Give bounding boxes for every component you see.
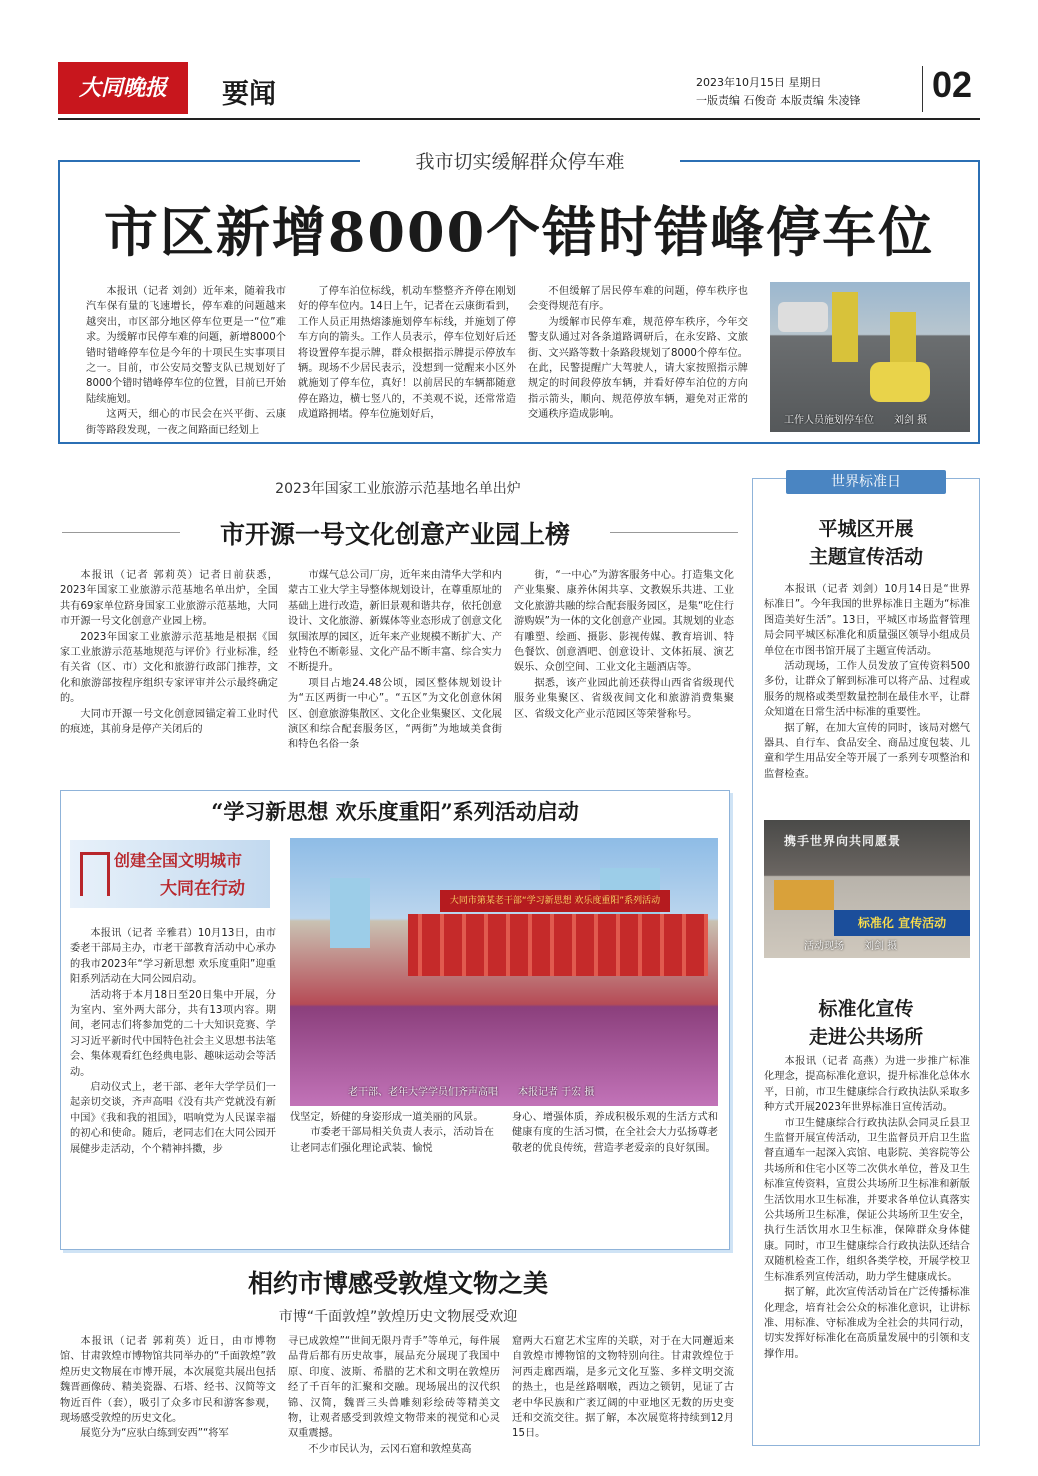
header-rule	[58, 118, 980, 120]
article3-col2: 伐坚定，娇健的身姿形成一道美丽的风景。 市委老干部局相关负责人表示，活动旨在让老同志们强化理论武装、愉悦	[290, 1112, 494, 1154]
article2-kicker: 2023年国家工业旅游示范基地名单出炉	[275, 481, 521, 497]
gate-icon	[80, 852, 110, 896]
article1-col1: 本报讯（记者 刘剑）近年来，随着我市汽车保有量的飞速增长，停车难的问题越来越突出，市区部分地区停车位更是一“位”难求。为缓解市民停车难的问题，新增8000个错时错峰停车位是今年的十项民生实事项目之一。目前，市公安局交警支队已规划好了8000个错时错峰停车位的位置，目前已开始陆续施划。 这两天，细心的市民会在兴平街、云康街等路段发现，一夜之间路面已经划上	[86, 286, 286, 436]
sidebar-a2-body: 本报讯（记者 高燕）为进一步推广标准化理念，提高标准化意识，提升标准化总体水平，日前，市卫生健康综合行政执法队采取多种方式开展2023年世界标准日宣传活动。 市卫生健康综合行政执法队会同灵丘县卫生监督开展宣传活动，卫生监督员开启卫生监督直通车一起深入宾馆、电影院、美容院等公共场所和住宅小区等二次供水单位，普及卫生标准宣传资料，宣贯公共场所卫生标准和新版生活饮用水卫生标准，并要求各单位认真落实公共场所卫生标准，保证公共场所卫生安全，执行生活饮用水卫生标准，保障群众身体健康。同时，市卫生健康综合行政执法队还结合双随机检查工作，组织各类学校，开展学校卫生标准系列宣传活动，助力学生健康成长。 据了解，此次宣传活动旨在广泛传播标准化理念，培育社会公众的标准化意识，让讲标准、用标准、守标准成为全社会的共同行动，切实发挥好标准化在高质量发展中的引领和支撑作用。	[764, 1056, 970, 1360]
sidebar-a2-title-1: 标准化宣传	[818, 998, 914, 1020]
article1-headline: 市区新增8000个错时错峰停车位	[103, 200, 935, 264]
sidebar-a1-body: 本报讯（记者 刘剑）10月14日是“世界标准日”。今年我国的世界标准日主题为“标准图造美好生活”。13日，平城区市场监督管理局会同平城区标准化和质量强区领导小组成员单位在市图书馆开展了主题宣传活动。 活动现场，工作人员发放了宣传资料500多份，让群众了解到标准可以将产品、过程或服务的规格或类型数量控制在最佳水平，让群众知道在日常生活中标准的重要性。 据了解，在加大宣传的同时，该局对燃气器具、自行车、食品安全、商品过度包装、儿童和学生用品安全等开展了一系列专项整治和监督检查。	[764, 584, 970, 780]
article3-col1: 本报讯（记者 辛雅君）10月13日，由市委老干部局主办，市老干部教育活动中心承办的我市2023年“学习新思想 欢乐度重阳”迎重阳系列活动在大同公园启动。 活动将于本月18日至20日集中开展，分为室内、室外两大部分，共有13项内容。期间，老同志们将参加党的二十大知识竞赛、学习习近平新时代中国特色社会主义思想书法笔会、集体观看红色经典电影、趣味运动会等活动。 启动仪式上，老干部、老年大学学员们一起亲切交谈，齐声高唱《没有共产党就没有新中国》《我和我的祖国》，唱响党为人民谋幸福的初心和使命。随后，老同志们在大同公园开展健步走活动，个个精神抖擞，步	[70, 928, 276, 1155]
article1-photo-caption: 工作人员施划停车位 刘剑 摄	[784, 415, 928, 426]
article4-headline: 相约市博感受敦煌文物之美	[247, 1269, 548, 1298]
sidebar-a1-title-1: 平城区开展	[818, 518, 914, 540]
article2-headline: 市开源一号文化创意产业园上榜	[180, 515, 610, 551]
article2-col2: 市煤气总公司厂房，近年来由清华大学和内蒙古工业大学主导整体规划设计，在尊重原址的基础上进行改造，新旧景观和谐共存，依托创意设计、文化旅游、新媒体等业态形成了创意文化氛围浓厚的园区，近年来产业规模不断扩大、产业特色不断彰显、文化产品不断丰富、综合实力不断提升。 项目占地24.48公顷，园区整体规划设计为“五区两街一中心”。“五区”为文化创意休闲区、创意旅游集散区、文化企业集聚区、文化展演区和综合配套服务区，“两街”为地域美食街和特色名俗一条	[288, 570, 502, 751]
civilization-banner	[70, 840, 270, 908]
sidebar-photo-caption: 活动现场 刘剑 摄	[804, 941, 898, 952]
article1-col3: 不但缓解了居民停车难的问题，停车秩序也会变得规范有序。 为缓解市民停车难，规范停车秩序，今年交警支队通过对各条道路调研后，在永安路、文旅街、文兴路等数十条路段规划了8000个停车位。在此，民警提醒广大驾驶人，请大家按照指示牌规定的时间段停放车辆，并看好停车泊位的方向指示箭头，顺向、规范停放车辆，避免对正常的交通秩序造成影响。	[528, 286, 748, 421]
event-backdrop: 大同市第某老干部“学习新思想 欢乐度重阳”系列活动	[440, 890, 670, 912]
photo-sign-text: 携手世界向共同愿景	[784, 834, 902, 848]
article3-photo	[290, 838, 718, 1106]
article3-headline: “学习新思想 欢乐度重阳”系列活动启动	[211, 799, 579, 824]
article3-col3: 身心、增强体质，养成积极乐观的生活方式和健康有度的生活习惯，在全社会大力弘扬尊老敬老的优良传统，营造孝老爱亲的良好氛围。	[512, 1112, 718, 1154]
article1-col2: 了停车泊位标线，机动车整整齐齐停在刚划好的停车位内。14日上午，记者在云康街看到，工作人员正用热熔漆施划停车标线，并施划了停车方向的箭头。工作人员表示，停车位划好后还将设置停车提示牌，群众根据指示牌提示停放车辆。现场不少居民表示，没想到一觉醒来小区外就施划了停车位，真好！以前居民的车辆都随意停在路边，横七竖八的，不美观不说，还常常造成道路拥堵。停车位施划好后，	[298, 286, 516, 421]
article3-photo-caption: 老干部、老年大学学员们齐声高唱 本报记者 于宏 摄	[348, 1087, 595, 1098]
article4-col3: 窟两大石窟艺术宝库的关联，对于在大同邂逅来自敦煌市博物馆的文物特别向往。甘肃敦煌位于河西走廊西端，是多元文化互鉴、多样文明交流的热土，也是丝路咽喉，西边之锁钥，见证了古老中华民族和广袤辽阔的中亚地区无数的历史变迁和交流交往。据了解，本次展览将持续到12月15日。	[512, 1336, 734, 1440]
newspaper-logo: 大同晚报	[78, 75, 167, 101]
page-number: 02	[932, 64, 973, 105]
banner-line1: 创建全国文明城市	[114, 851, 243, 870]
photo-banner: 标准化 宣传活动	[834, 910, 970, 936]
banner-line2: 大同在行动	[160, 879, 245, 899]
issue-date: 2023年10月15日 星期日	[696, 76, 822, 89]
sidebar-tag: 世界标准日	[786, 470, 946, 494]
article2-col1: 本报讯（记者 郭莉英）记者日前获悉，2023年国家工业旅游示范基地名单出炉，全国共有69家单位跻身国家工业旅游示范基地，大同市开源一号文化创意产业园上榜。 2023年国家工业旅游示范基地是根据《国家工业旅游示范基地规范与评价》行业标准，经有关省（区、市）文化和旅游行政部门推荐，文化和旅游部按程序组织专家评审并公示最终确定的。 大同市开源一号文化创意园锚定着工业时代的痕迹，其前身是停产关闭后的	[60, 570, 278, 736]
article1-kicker: 我市切实缓解群众停车难	[360, 147, 680, 174]
article2-col3: 街，“一中心”为游客服务中心。打造集文化产业集聚、康养休闲共享、文教娱乐共进、工业文化旅游共融的综合配套服务园区，是集“吃住行游购娱”为一体的文化创意产业园。其规划的业态有雕塑、绘画、摄影、影视传媒、教育培训、特色餐饮、创意酒吧、创意设计、文体拓展、演艺娱乐、众创空间、工业文化主题酒店等。 据悉，该产业园此前还获得山西省省级现代服务业集聚区、省级夜间文化和旅游消费集聚区、省级文化产业示范园区等荣誉称号。	[514, 570, 734, 720]
sidebar-photo	[764, 820, 970, 958]
editors-line: 一版责编 石俊奇 本版责编 朱凌锋	[696, 94, 861, 107]
article4-col1: 本报讯（记者 郭莉英）近日，由市博物馆、甘肃敦煌市博物馆共同举办的“千面敦煌”敦煌历史文物展在市博开展，本次展览共展出包括魏晋画像砖、精美瓷器、石塔、经书、汉简等文物近百件（套），吸引了众多市民和游客参观，现场感受敦煌的历史文化。 展览分为“应驮白练到安西”“将军	[60, 1336, 276, 1440]
article4-subhead: 市博“千面敦煌”敦煌历史文物展受欢迎	[278, 1309, 518, 1325]
masthead	[58, 62, 188, 114]
section-title: 要闻	[222, 79, 276, 110]
sidebar-a1-title-2: 主题宣传活动	[808, 546, 923, 568]
article1-photo	[770, 282, 970, 432]
sidebar-a2-title-2: 走进公共场所	[808, 1026, 923, 1048]
header-divider-v	[922, 66, 923, 112]
article4-col2: 寻已成敦煌”“世间无限丹青手”等单元，每件展品背后都有历史故事，展品充分展现了我国中原、印度、波斯、希腊的艺术和文明在敦煌历经了千百年的汇聚和交融。现场展出的汉代织锦、汉简，魏晋三头兽雕刻彩绘砖等精美文物，让观者感受到敦煌文物带来的视觉和心灵双重震撼。 不少市民认为，云冈石窟和敦煌莫高	[288, 1336, 500, 1455]
